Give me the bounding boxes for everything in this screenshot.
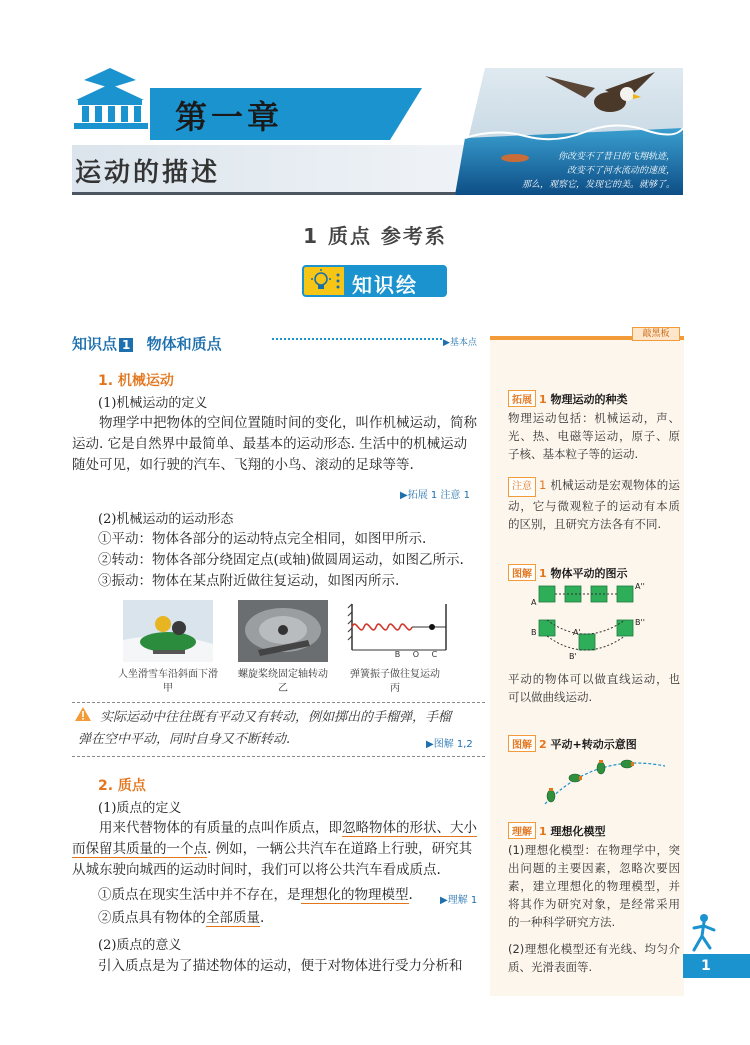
badge-number: 1 xyxy=(539,478,547,492)
eagle-sea-banner xyxy=(455,68,683,195)
knowledge-point-tag: ▶基本点 xyxy=(443,338,477,348)
section-title: 1 质点 参考系 xyxy=(303,224,447,248)
paragraph-particle-definition xyxy=(72,818,485,881)
translation-diagram xyxy=(525,582,675,664)
propeller-photo xyxy=(238,600,328,662)
knowledge-point-number: 1 xyxy=(119,338,133,352)
extend-1-title xyxy=(508,390,628,407)
underlined-phrase: 忽略物体的形状、大小 xyxy=(342,820,477,836)
label-b-double-prime: B'' xyxy=(635,618,645,627)
text-span: ①质点在现实生活中并不存在，是 xyxy=(98,887,301,903)
paragraph-line: 运动. 它是自然界中最简单、最基本的运动形态. 生活中的机械运动 xyxy=(72,436,468,452)
knowledge-badge xyxy=(302,265,447,297)
reference-figure-note[interactable]: ▶图解 1,2 xyxy=(426,739,473,750)
text-span: . xyxy=(260,910,265,926)
caption-label: 甲 xyxy=(163,683,173,694)
lightbulb-icon xyxy=(304,267,344,295)
note-line: 实际运动中往往既有平动又有转动，例如掷出的手榴弹，手榴 xyxy=(100,710,452,725)
understand-badge: 理解 xyxy=(508,822,536,839)
side-title: 物体平动的图示 xyxy=(550,567,628,580)
chapter-title: 第一章 xyxy=(175,98,284,136)
label-a-prime: A' xyxy=(573,628,581,637)
reference-understand[interactable]: ▶理解 1 xyxy=(440,895,478,906)
understand-1-text-2: (2)理想化模型还有光线、均匀介质、光滑表面等. xyxy=(508,942,680,974)
underlined-phrase: 而保留其质量的一个点 xyxy=(72,841,207,857)
knowledge-point-title: 物体和质点 xyxy=(146,335,222,353)
warning-note-text-2: 弹在空中平动，同时自身又不断转动. xyxy=(78,732,291,747)
caption-text: 螺旋桨绕固定轴转动 xyxy=(238,669,328,680)
subheading-particle-definition: (1)质点的定义 xyxy=(98,801,182,816)
form-translation: ①平动：物体各部分的运动特点完全相同，如图甲所示. xyxy=(98,531,427,547)
label-b-prime: B' xyxy=(569,652,577,661)
knowledge-point-prefix: 知识点 xyxy=(72,335,118,353)
caption-yi xyxy=(225,668,341,696)
particle-point-2 xyxy=(98,908,428,929)
subheading-definition: (1)机械运动的定义 xyxy=(98,396,208,411)
motion-forms-list xyxy=(98,529,488,592)
label-a: A xyxy=(531,598,537,607)
paragraph-line: 随处可见，如行驶的汽车、飞翔的小鸟、滚动的足球等等. xyxy=(72,457,414,473)
runner-mascot-icon xyxy=(690,912,718,954)
text-span: 从城东驶向城西的运动时间时，我们可以将公共汽车看成质点. xyxy=(72,862,441,878)
text-span: . 例如，一辆公共汽车在道路上行驶，研究其 xyxy=(207,841,473,857)
badge-number: 1 xyxy=(539,567,547,580)
note-1-text xyxy=(508,476,680,533)
text-span: ②质点具有物体的 xyxy=(98,910,206,926)
spring-label-o: O xyxy=(412,650,420,659)
page-number: 1 xyxy=(683,954,750,978)
knowledge-point-heading xyxy=(72,333,222,354)
caption-bing xyxy=(340,668,450,696)
paragraph-line: 物理学中把物体的空间位置随时间的变化，叫作机械运动，简称 xyxy=(99,415,477,431)
form-rotation: ②转动：物体各部分绕固定点(或轴)做圆周运动，如图乙所示. xyxy=(98,552,464,568)
extend-1-text: 物理运动包括：机械运动，声、光、热、电磁等运动，原子、原子核、基本粒子等的运动. xyxy=(508,411,680,461)
heading-mechanical-motion: 1. 机械运动 xyxy=(98,373,174,389)
understand-1-text-1: (1)理想化模型：在物理学中，突出问题的主要因素，忽略次要因素，建立理想化的物理模型，并将其作为研究对象，是经常采用的一种科学研究方法. xyxy=(508,843,680,929)
grenade-motion-diagram xyxy=(535,752,675,812)
figure-1-title xyxy=(508,564,628,581)
subheading-forms: (2)机械运动的运动形态 xyxy=(98,512,234,527)
caption-label: 丙 xyxy=(390,683,400,694)
extend-badge: 拓展 xyxy=(508,390,536,407)
note-badge: 注意 xyxy=(508,477,536,497)
form-vibration: ③振动：物体在某点附近做往复运动，如图丙所示. xyxy=(98,573,400,589)
figure-badge: 图解 xyxy=(508,564,536,581)
banner-poem-line-2: 改变不了河水流动的速度， xyxy=(566,166,675,176)
spring-label-b: B xyxy=(394,650,401,659)
caption-text: 人坐滑雪车沿斜面下滑 xyxy=(118,669,218,680)
side-title: 理想化模型 xyxy=(550,825,606,838)
spring-label-c: C xyxy=(431,650,438,659)
paragraph-particle-meaning: 引入质点是为了描述物体的运动，便于对物体进行受力分析和 xyxy=(98,958,463,974)
particle-point-1 xyxy=(98,885,428,906)
caption-label: 乙 xyxy=(278,683,288,694)
badge-number: 2 xyxy=(539,738,547,751)
label-a-double-prime: A'' xyxy=(635,582,645,591)
reference-extend-note[interactable]: ▶拓展 1 注意 1 xyxy=(400,490,470,501)
caption-jia xyxy=(108,668,228,696)
heading-particle: 2. 质点 xyxy=(98,778,146,794)
chapter-subtitle: 运动的描述 xyxy=(75,158,221,188)
side-notes-tag: 敲黑板 xyxy=(632,327,680,341)
label-b: B xyxy=(531,628,537,637)
underlined-phrase: 全部质量 xyxy=(206,910,260,926)
figure-1-text: 平动的物体可以做直线运动，也可以做曲线运动. xyxy=(508,672,680,704)
badge-number: 1 xyxy=(539,393,547,406)
banner-poem-line-1: 你改变不了昔日的飞翔轨迹， xyxy=(557,152,675,162)
note-text: 机械运动是宏观物体的运动，它与微观粒子的运动有本质的区别，且研究方法各有不同. xyxy=(508,478,681,531)
figure-badge: 图解 xyxy=(508,735,536,752)
paragraph-definition xyxy=(72,413,485,476)
text-span: . xyxy=(408,887,413,903)
caption-text: 弹簧振子做往复运动 xyxy=(350,669,440,680)
spring-oscillator-figure xyxy=(346,600,456,662)
side-title: 物理运动的种类 xyxy=(550,393,628,406)
warning-note-text xyxy=(100,707,485,729)
warning-icon xyxy=(74,706,92,726)
side-title: 平动+转动示意图 xyxy=(550,738,637,751)
badge-number: 1 xyxy=(539,825,547,838)
understand-1-title xyxy=(508,822,606,839)
text-span: 用来代替物体的有质量的点叫作质点，即 xyxy=(99,820,342,836)
figure-2-title xyxy=(508,735,637,752)
bobsled-photo xyxy=(123,600,213,662)
knowledge-badge-label: 知识绘 xyxy=(352,273,418,297)
subheading-particle-meaning: (2)质点的意义 xyxy=(98,938,182,953)
school-logo-icon xyxy=(70,66,150,132)
banner-poem-line-3: 那么，观察它，发现它的美。就够了。 xyxy=(521,180,675,190)
dotted-leader xyxy=(272,332,442,340)
underlined-phrase: 理想化的物理模型 xyxy=(300,887,409,903)
